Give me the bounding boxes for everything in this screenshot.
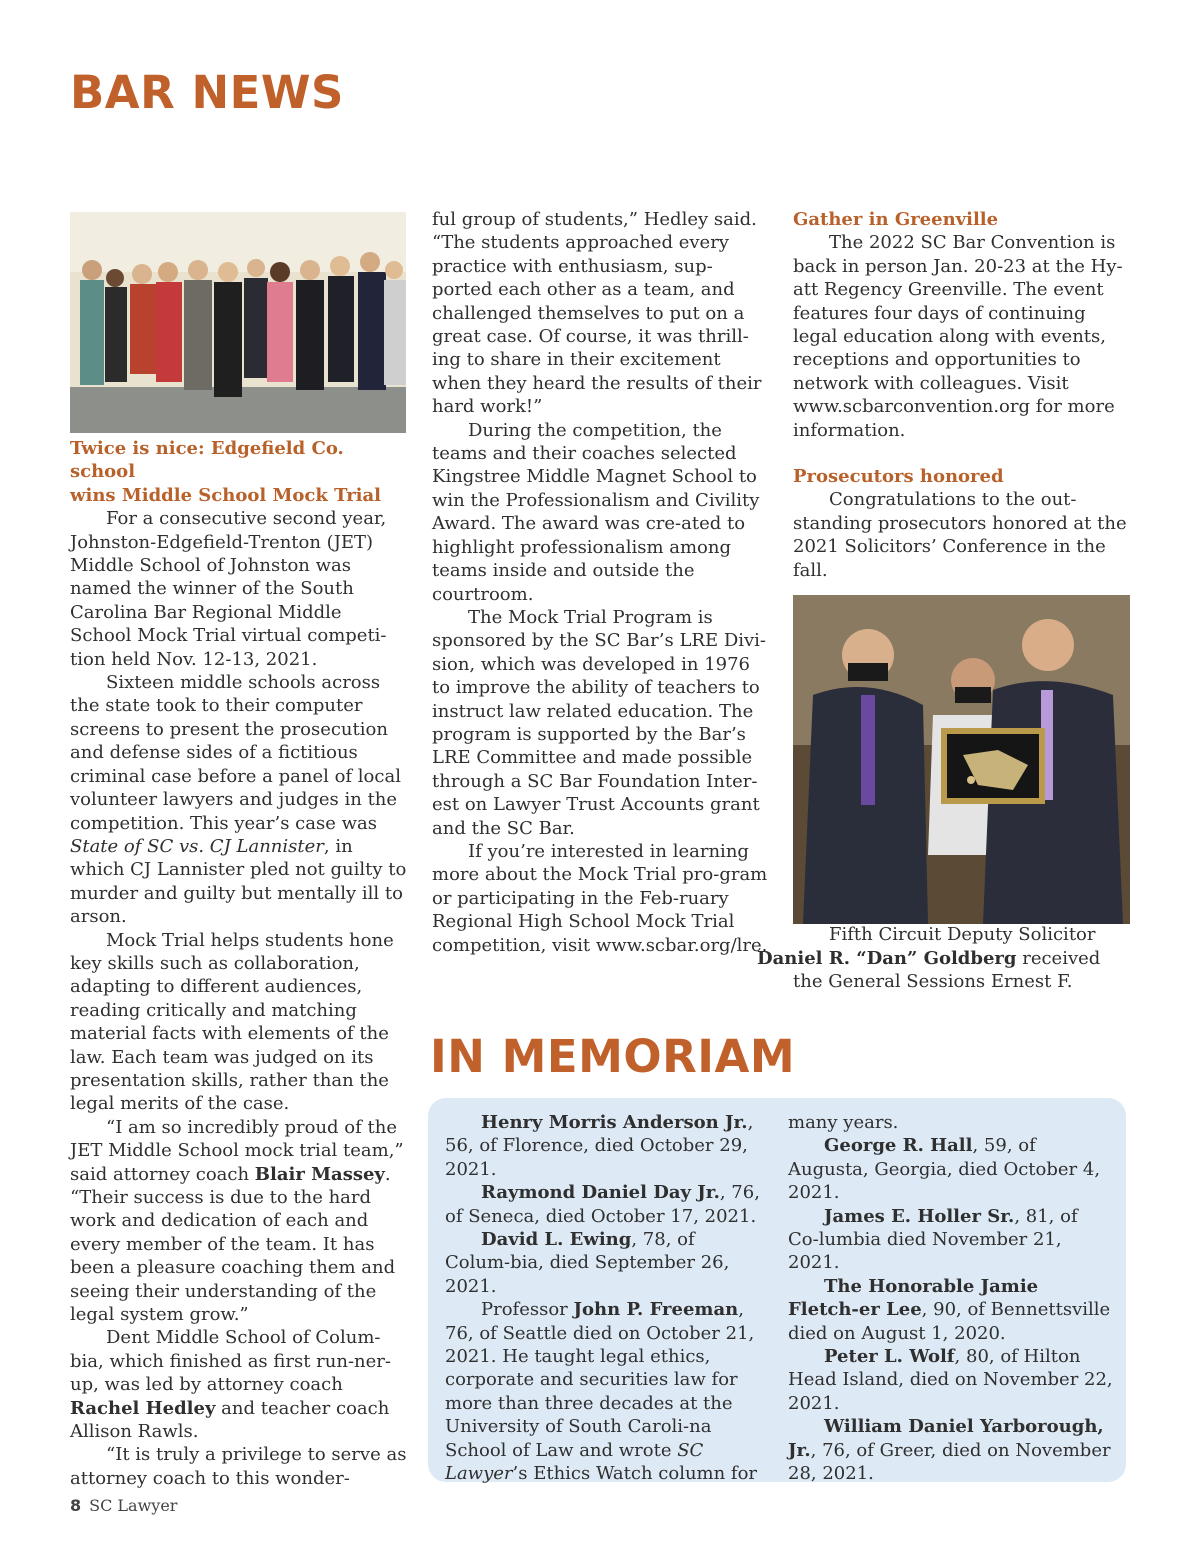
mock-trial-caption — [70, 437, 408, 507]
memoriam-entry — [445, 1111, 765, 1181]
text: , 78, of Colum-bia, died September 26, 2021. — [445, 1229, 730, 1297]
memoriam-entry — [445, 1298, 765, 1485]
text: Dent Middle School of Colum-bia, which finished as first run-ner-up, was led by attorney coach — [70, 1327, 391, 1396]
case-name: State of SC vs. CJ Lannister — [70, 835, 324, 857]
text: , 90, of Bennettsville died on August 1, 2020. — [788, 1299, 1111, 1344]
memoriam-title: IN MEMORIAM — [430, 1030, 796, 1083]
memoriam-col2 — [788, 1111, 1113, 1486]
deceased-name: Henry Morris Anderson Jr. — [481, 1112, 748, 1133]
deceased-name: John P. Freeman — [573, 1299, 739, 1321]
deceased-name: Peter L. Wolf — [824, 1346, 955, 1368]
page-footer — [70, 1496, 177, 1515]
caption-line-2: wins Middle School Mock Trial — [70, 484, 382, 506]
memoriam-entry — [445, 1181, 765, 1228]
text: Professor — [481, 1299, 574, 1321]
paragraph: The Mock Trial Program is sponsored by the SC Bar’s LRE Divi-sion, which was developed in 1976 to improve the ability of teachers to instruct law related education. The program is supported by the Bar’s LRE Committee and made possible through a SC Bar Foundation Inter-est on Lawyer Trust Accounts grant and the SC Bar. — [432, 606, 767, 839]
greenville-heading: Gather in Greenville — [793, 209, 999, 230]
coach-name: Blair Massey — [254, 1163, 385, 1185]
prosecutors-heading: Prosecutors honored — [793, 466, 1004, 488]
paragraph: If you’re interested in learning more about the Mock Trial pro-gram or participating in the Feb-ruary Regional High School Mock Trial competition, visit www.scbar.org/lre. — [432, 840, 768, 956]
caption-line-1: Twice is nice: Edgefield Co. school — [70, 438, 344, 483]
paragraph — [70, 1116, 408, 1327]
deceased-name: Raymond Daniel Day Jr. — [481, 1182, 720, 1204]
coach-name: Rachel Hedley — [70, 1397, 216, 1419]
paragraph: The 2022 SC Bar Convention is back in person Jan. 20-23 at the Hy-att Regency Greenville. The event features four days of continuing legal education along with events, receptions and opportunities to network with colleagues. Visit www.scbarconvention.org for more information. — [793, 232, 1123, 441]
photo-caption — [757, 923, 1133, 993]
memoriam-entry — [788, 1205, 1113, 1275]
section-title: BAR NEWS — [70, 66, 344, 119]
text: . “Their success is due to the hard work and dedication of each and every member of the team. It has been a pleasure coaching them and seeing their understanding of the legal system grow.” — [70, 1163, 396, 1326]
page-number: 8 — [70, 1496, 82, 1515]
text: “I am so incredibly proud of the JET Middle School mock trial team,” said attorney coach — [70, 1116, 404, 1185]
paragraph: “It is truly a privilege to serve as attorney coach to this wonder- — [70, 1444, 407, 1489]
mock-trial-article-col1 — [70, 437, 408, 1490]
memoriam-entry — [445, 1228, 765, 1298]
honoree-name: Daniel R. “Dan” Goldberg — [757, 947, 1017, 969]
paragraph — [70, 671, 408, 928]
text: , 56, of Florence, died October 29, 2021. — [445, 1112, 754, 1180]
paragraph: During the competition, the teams and their coaches selected Kingstree Middle Magnet School to win the Professionalism and Civility Award. The award was cre-ated to highlight professionalism among teams inside and outside the courtroom. — [432, 419, 760, 605]
text: , 81, of Co-lumbia died November 21, 2021. — [788, 1205, 1078, 1274]
memoriam-entry — [788, 1275, 1113, 1345]
paragraph — [70, 1326, 408, 1443]
deceased-name: The Honorable Jamie Fletch-er Lee — [788, 1275, 1039, 1321]
deceased-name: William Daniel Yarborough, Jr. — [788, 1416, 1104, 1461]
mock-trial-team-photo — [70, 212, 406, 433]
text: received the General Sessions Ernest F. — [793, 947, 1101, 992]
paragraph: Mock Trial helps students hone key skills such as collaboration, adapting to different audiences, reading critically and matching material facts with elements of the law. Each team was judged on its presentation skills, rather than the legal merits of the case. — [70, 929, 394, 1115]
text: , in which CJ Lannister pled not guilty to murder and guilty but mentally ill to arson. — [70, 835, 407, 928]
text: , 80, of Hilton Head Island, died on November 22, 2021. — [788, 1346, 1113, 1414]
paragraph: For a consecutive second year, Johnston-Edgefield-Trenton (JET) Middle School of Johnston was named the winner of the South Carolina Bar Regional Middle School Mock Trial virtual competi-tion held Nov. 12-13, 2021. — [70, 508, 387, 670]
memoriam-entry — [788, 1345, 1113, 1415]
deceased-name: James E. Holler Sr. — [824, 1205, 1015, 1227]
text: and teacher coach Allison Rawls. — [70, 1397, 390, 1443]
deceased-name: George R. Hall — [824, 1135, 973, 1157]
paragraph: Congratulations to the out-standing prosecutors honored at the 2021 Solicitors’ Conference in the fall. — [793, 489, 1127, 581]
publication-name: SC Lawyer — [445, 1439, 704, 1485]
memoriam-entry — [788, 1415, 1113, 1485]
memoriam-col1 — [445, 1111, 765, 1486]
paragraph: ful group of students,” Hedley said. “The students approached every practice with enthusiasm, sup-ported each other as a team, and challenged themselves to put on a great case. Of course, it was thrill-ing to share in their excitement when they heard the results of their hard work!” — [432, 209, 762, 418]
mock-trial-article-col2 — [432, 208, 772, 957]
text: , 59, of Augusta, Georgia, died October 4, 2021. — [788, 1135, 1101, 1204]
publication-name: SC Lawyer — [89, 1496, 178, 1515]
memoriam-entry — [788, 1134, 1113, 1204]
award-presentation-photo — [793, 595, 1130, 924]
text: , 76, of Seneca, died October 17, 2021. — [445, 1182, 760, 1227]
text: , 76, of Seattle died on October 21, 2021. He taught legal ethics, corporate and securities law for more than three decades at the University of South Caroli-na School of Law and wrote — [445, 1299, 755, 1461]
text: Fifth Circuit Deputy Solicitor — [829, 924, 1096, 946]
text: Sixteen middle schools across the state took to their computer screens to present the prosecution and defense sides of a fictitious criminal case before a panel of local volunteer lawyers and judges in the competition. This year’s case was — [70, 672, 401, 834]
text: ’s Ethics Watch column for — [512, 1463, 758, 1485]
deceased-name: David L. Ewing — [481, 1229, 632, 1251]
text: , 76, of Greer, died on November 28, 2021. — [788, 1439, 1111, 1485]
memoriam-entry-cont: many years. — [788, 1112, 899, 1133]
